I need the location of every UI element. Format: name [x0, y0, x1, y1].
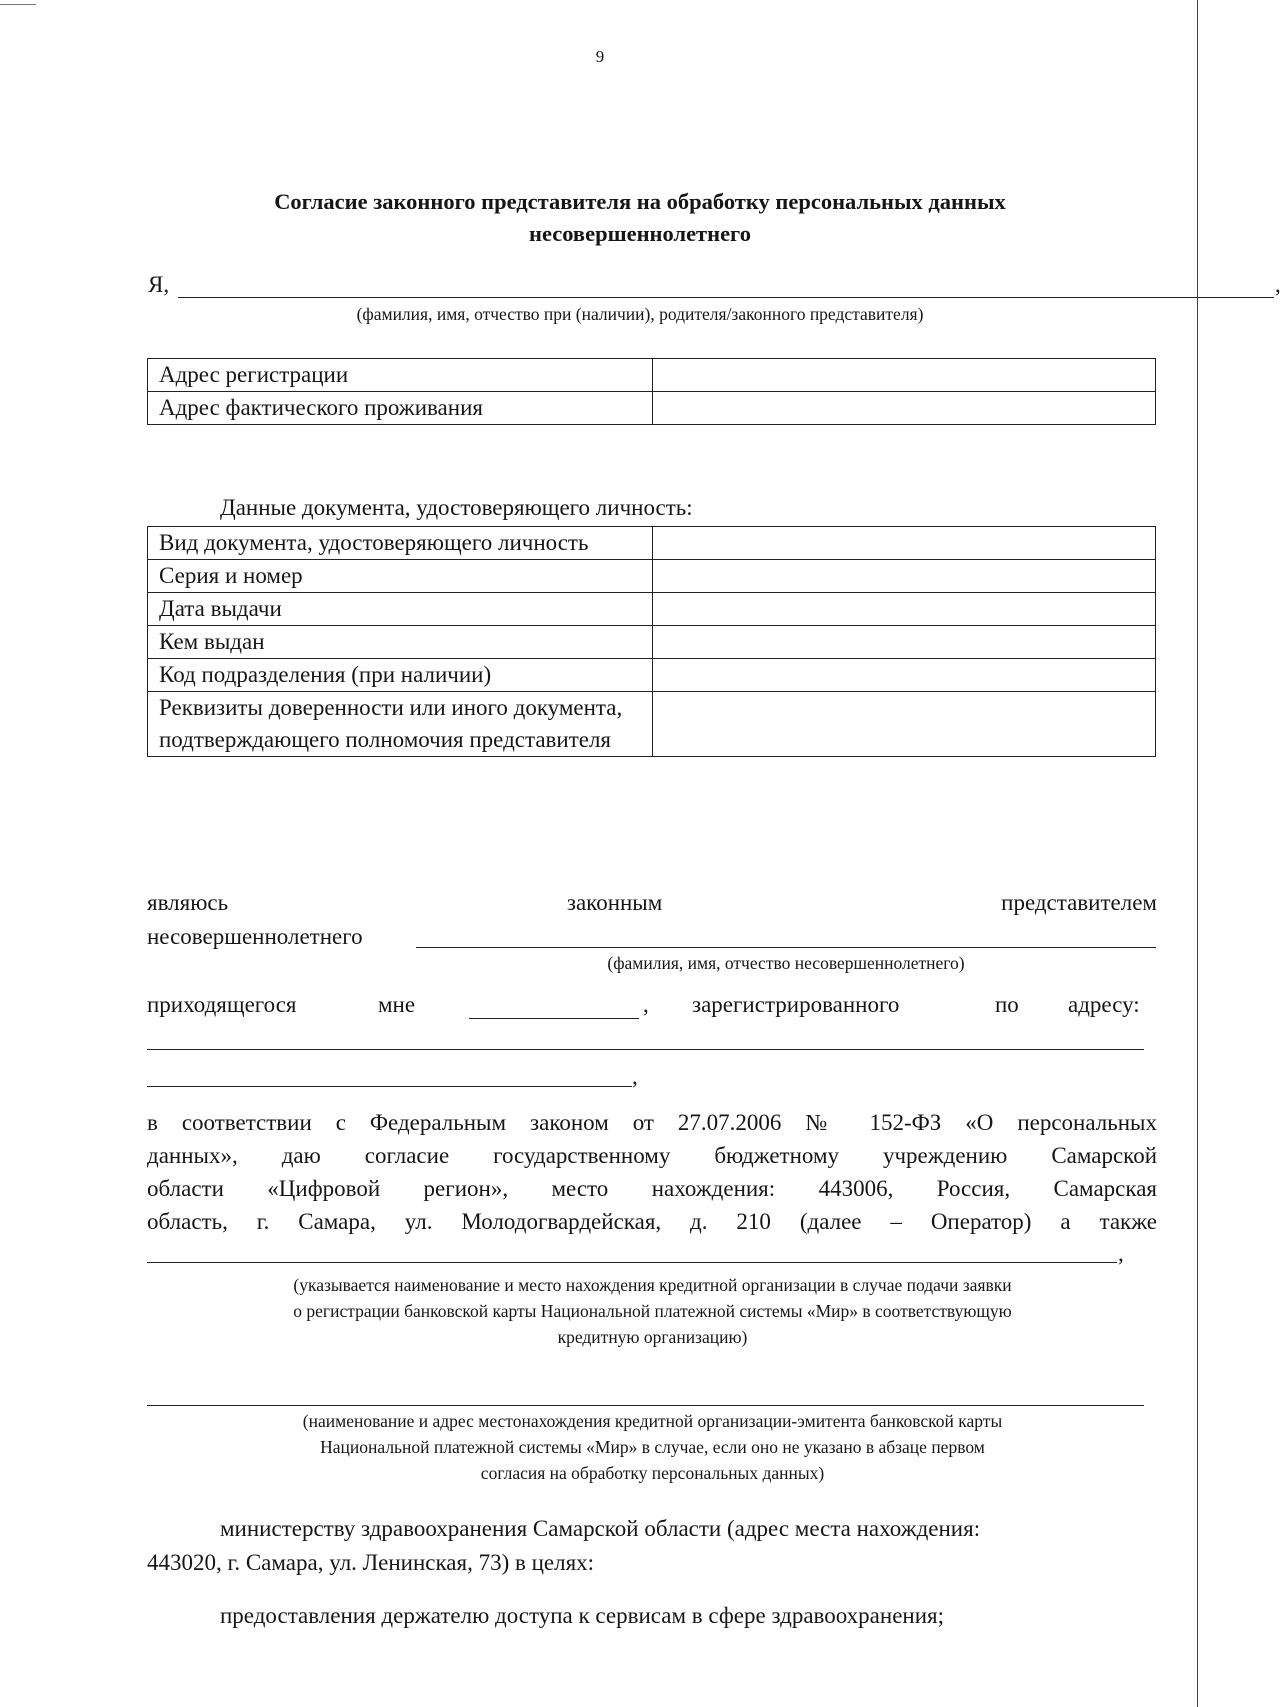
title-line-1: Согласие законного представителя на обработку персональных данных — [274, 189, 1006, 214]
issuer-caption — [145, 1408, 1160, 1486]
document-intro: Данные документа, удостоверяющего личность: — [220, 495, 693, 520]
registered-word-3: адресу: — [1068, 992, 1140, 1017]
minor-label: несовершеннолетнего — [147, 924, 363, 949]
document-value-cell[interactable] — [653, 659, 1156, 692]
legal-representative-line — [147, 890, 1157, 916]
minor-name-blank[interactable] — [416, 947, 1156, 948]
bank-caption-line: о регистрации банковской карты Национальной платежной системы «Мир» в соответствующую — [293, 1301, 1012, 1321]
scan-corner-mark — [0, 4, 36, 5]
table-row — [148, 593, 1156, 626]
bank-caption-line: (указывается наименование и место нахождения кредитной организации в случае подачи заявки — [293, 1275, 1012, 1295]
document-value-cell[interactable] — [653, 692, 1156, 757]
word-predstavitelem: представителем — [1001, 890, 1157, 915]
document-value-cell[interactable] — [653, 626, 1156, 659]
identity-document-table — [147, 526, 1156, 757]
table-row — [148, 359, 1156, 392]
document-title — [110, 186, 1170, 250]
issuer-caption-line: Национальной платежной системы «Мир» в случае, если оно не указано в абзаце первом — [320, 1437, 985, 1457]
document-label: Вид документа, удостоверяющего личность — [148, 527, 653, 560]
table-row — [148, 626, 1156, 659]
word-zakonnym: законным — [566, 890, 663, 915]
relation-blank[interactable] — [469, 1018, 639, 1019]
table-row — [148, 659, 1156, 692]
bank-blank-line[interactable] — [147, 1262, 1117, 1263]
address-value-cell[interactable] — [653, 392, 1156, 425]
consent-line: в соответствии с Федеральным законом от 27.07.2006 № 152-ФЗ «О персональных — [147, 1110, 1157, 1135]
address-end-comma: , — [632, 1064, 638, 1089]
issuer-caption-line: согласия на обработку персональных данных) — [480, 1463, 825, 1483]
representative-prefix: Я, — [148, 272, 170, 297]
address-blank-line-1[interactable] — [147, 1049, 1144, 1050]
bank-blank-end: , — [1118, 1241, 1124, 1266]
address-label: Адрес фактического проживания — [148, 392, 653, 425]
address-value-cell[interactable] — [653, 359, 1156, 392]
ministry-paragraph — [147, 1512, 1157, 1580]
document-label: Реквизиты доверенности или иного документа, подтверждающего полномочия представителя — [148, 692, 653, 757]
ministry-line: министерству здравоохранения Самарской области (адрес места нахождения: — [220, 1516, 981, 1541]
registered-word-1: зарегистрированного — [692, 992, 900, 1017]
table-row — [148, 392, 1156, 425]
representative-suffix: , — [1275, 272, 1281, 297]
title-line-2: несовершеннолетнего — [529, 221, 751, 246]
word-yavlyayus: являюсь — [147, 890, 229, 915]
table-row — [148, 527, 1156, 560]
consent-line: область, г. Самара, ул. Молодогвардейская, д. 210 (далее – Оператор) а также — [147, 1209, 1157, 1234]
document-label: Код подразделения (при наличии) — [148, 659, 653, 692]
relation-word-2: мне — [378, 992, 416, 1017]
representative-caption: (фамилия, имя, отчество при (наличии), родителя/законного представителя) — [356, 304, 924, 324]
relation-comma: , — [643, 992, 649, 1017]
scan-page-edge — [1197, 0, 1198, 1707]
table-row — [148, 560, 1156, 593]
document-label: Серия и номер — [148, 560, 653, 593]
registered-word-2: по — [995, 992, 1019, 1017]
address-table — [147, 358, 1156, 425]
address-blank-line-2[interactable] — [147, 1086, 632, 1087]
consent-line: области «Цифровой регион», место нахождения: 443006, Россия, Самарская — [147, 1176, 1157, 1201]
address-label: Адрес регистрации — [148, 359, 653, 392]
page-number: 9 — [595, 47, 605, 66]
representative-name-field — [148, 272, 1281, 302]
ministry-line: 443020, г. Самара, ул. Ленинская, 73) в целях: — [147, 1550, 595, 1575]
purpose-line: предоставления держателю доступа к сервисам в сфере здравоохранения; — [220, 1603, 944, 1628]
document-value-cell[interactable] — [653, 527, 1156, 560]
minor-caption: (фамилия, имя, отчество несовершеннолетнего) — [607, 953, 965, 973]
consent-line: данных», даю согласие государственному бюджетному учреждению Самарской — [147, 1143, 1157, 1168]
table-row — [148, 692, 1156, 757]
issuer-blank-line[interactable] — [147, 1405, 1144, 1406]
consent-paragraph — [147, 1106, 1157, 1238]
document-value-cell[interactable] — [653, 560, 1156, 593]
relation-word-1: приходящегося — [147, 992, 297, 1017]
issuer-caption-line: (наименование и адрес местонахождения кредитной организации-эмитента банковской карты — [302, 1411, 1003, 1431]
bank-caption-line: кредитную организацию) — [557, 1327, 748, 1347]
document-label: Дата выдачи — [148, 593, 653, 626]
document-value-cell[interactable] — [653, 593, 1156, 626]
document-label: Кем выдан — [148, 626, 653, 659]
bank-caption — [145, 1272, 1160, 1350]
representative-name-blank[interactable] — [178, 297, 1274, 298]
